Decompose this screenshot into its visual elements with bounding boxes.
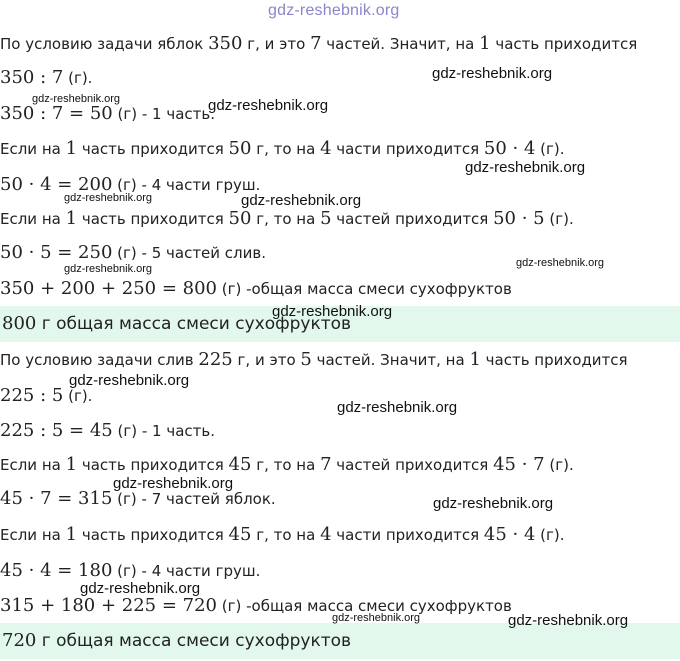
- solution2-line-2: 225 : 5 (г).: [0, 385, 93, 406]
- watermark: gdz-reshebnik.org: [241, 192, 362, 209]
- watermark: gdz-reshebnik.org: [272, 303, 393, 320]
- solution1-line-7: 50 · 5 = 250 (г) - 5 частей слив.: [0, 242, 266, 263]
- watermark: gdz-reshebnik.org: [337, 399, 458, 416]
- solution2-line-1: По условию задачи слив 225 г, и это 5 частей. Значит, на 1 часть приходится: [0, 349, 628, 370]
- watermark: gdz-reshebnik.org: [64, 192, 153, 204]
- solution2-line-3: 225 : 5 = 45 (г) - 1 часть.: [0, 420, 216, 441]
- solution2-line-4: Если на 1 часть приходится 45 г, то на 7 частей приходится 45 · 7 (г).: [0, 454, 574, 475]
- watermark: gdz-reshebnik.org: [433, 495, 554, 512]
- solution2-line-5: 45 · 7 = 315 (г) - 7 частей яблок.: [0, 488, 276, 509]
- solution1-line-6: Если на 1 часть приходится 50 г, то на 5 частей приходится 50 · 5 (г).: [0, 208, 574, 229]
- answer-box-1: 800 г общая масса смеси сухофруктов: [0, 306, 680, 342]
- solution1-line-5: 50 · 4 = 200 (г) - 4 части груш.: [0, 174, 261, 195]
- solution1-line-3: 350 : 7 = 50 (г) - 1 часть.: [0, 103, 216, 124]
- watermark: gdz-reshebnik.org: [208, 97, 329, 114]
- watermark: gdz-reshebnik.org: [508, 612, 629, 629]
- watermark: gdz-reshebnik.org: [113, 475, 234, 492]
- solution1-line-1: По условию задачи яблок 350 г, и это 7 частей. Значит, на 1 часть приходится: [0, 33, 638, 54]
- watermark: gdz-reshebnik.org: [465, 159, 586, 176]
- answer-box-2: 720 г общая масса смеси сухофруктов: [0, 623, 680, 659]
- watermark-top: gdz-reshebnik.org: [268, 2, 400, 19]
- solution1-line-4: Если на 1 часть приходится 50 г, то на 4 части приходится 50 · 4 (г).: [0, 138, 565, 159]
- watermark: gdz-reshebnik.org: [64, 263, 153, 275]
- solution2-line-6: Если на 1 часть приходится 45 г, то на 4 части приходится 45 · 4 (г).: [0, 524, 565, 545]
- solution1-line-8: 350 + 200 + 250 = 800 (г) -общая масса смеси сухофруктов: [0, 278, 512, 299]
- solution2-line-7: 45 · 4 = 180 (г) - 4 части груш.: [0, 560, 261, 581]
- watermark: gdz-reshebnik.org: [32, 93, 121, 105]
- watermark: gdz-reshebnik.org: [332, 612, 421, 624]
- watermark: gdz-reshebnik.org: [80, 580, 201, 597]
- solution1-line-2: 350 : 7 (г).: [0, 67, 93, 88]
- watermark: gdz-reshebnik.org: [69, 372, 190, 389]
- solution2-line-8: 315 + 180 + 225 = 720 (г) -общая масса смеси сухофруктов: [0, 595, 512, 616]
- watermark: gdz-reshebnik.org: [516, 257, 605, 269]
- watermark: gdz-reshebnik.org: [432, 65, 553, 82]
